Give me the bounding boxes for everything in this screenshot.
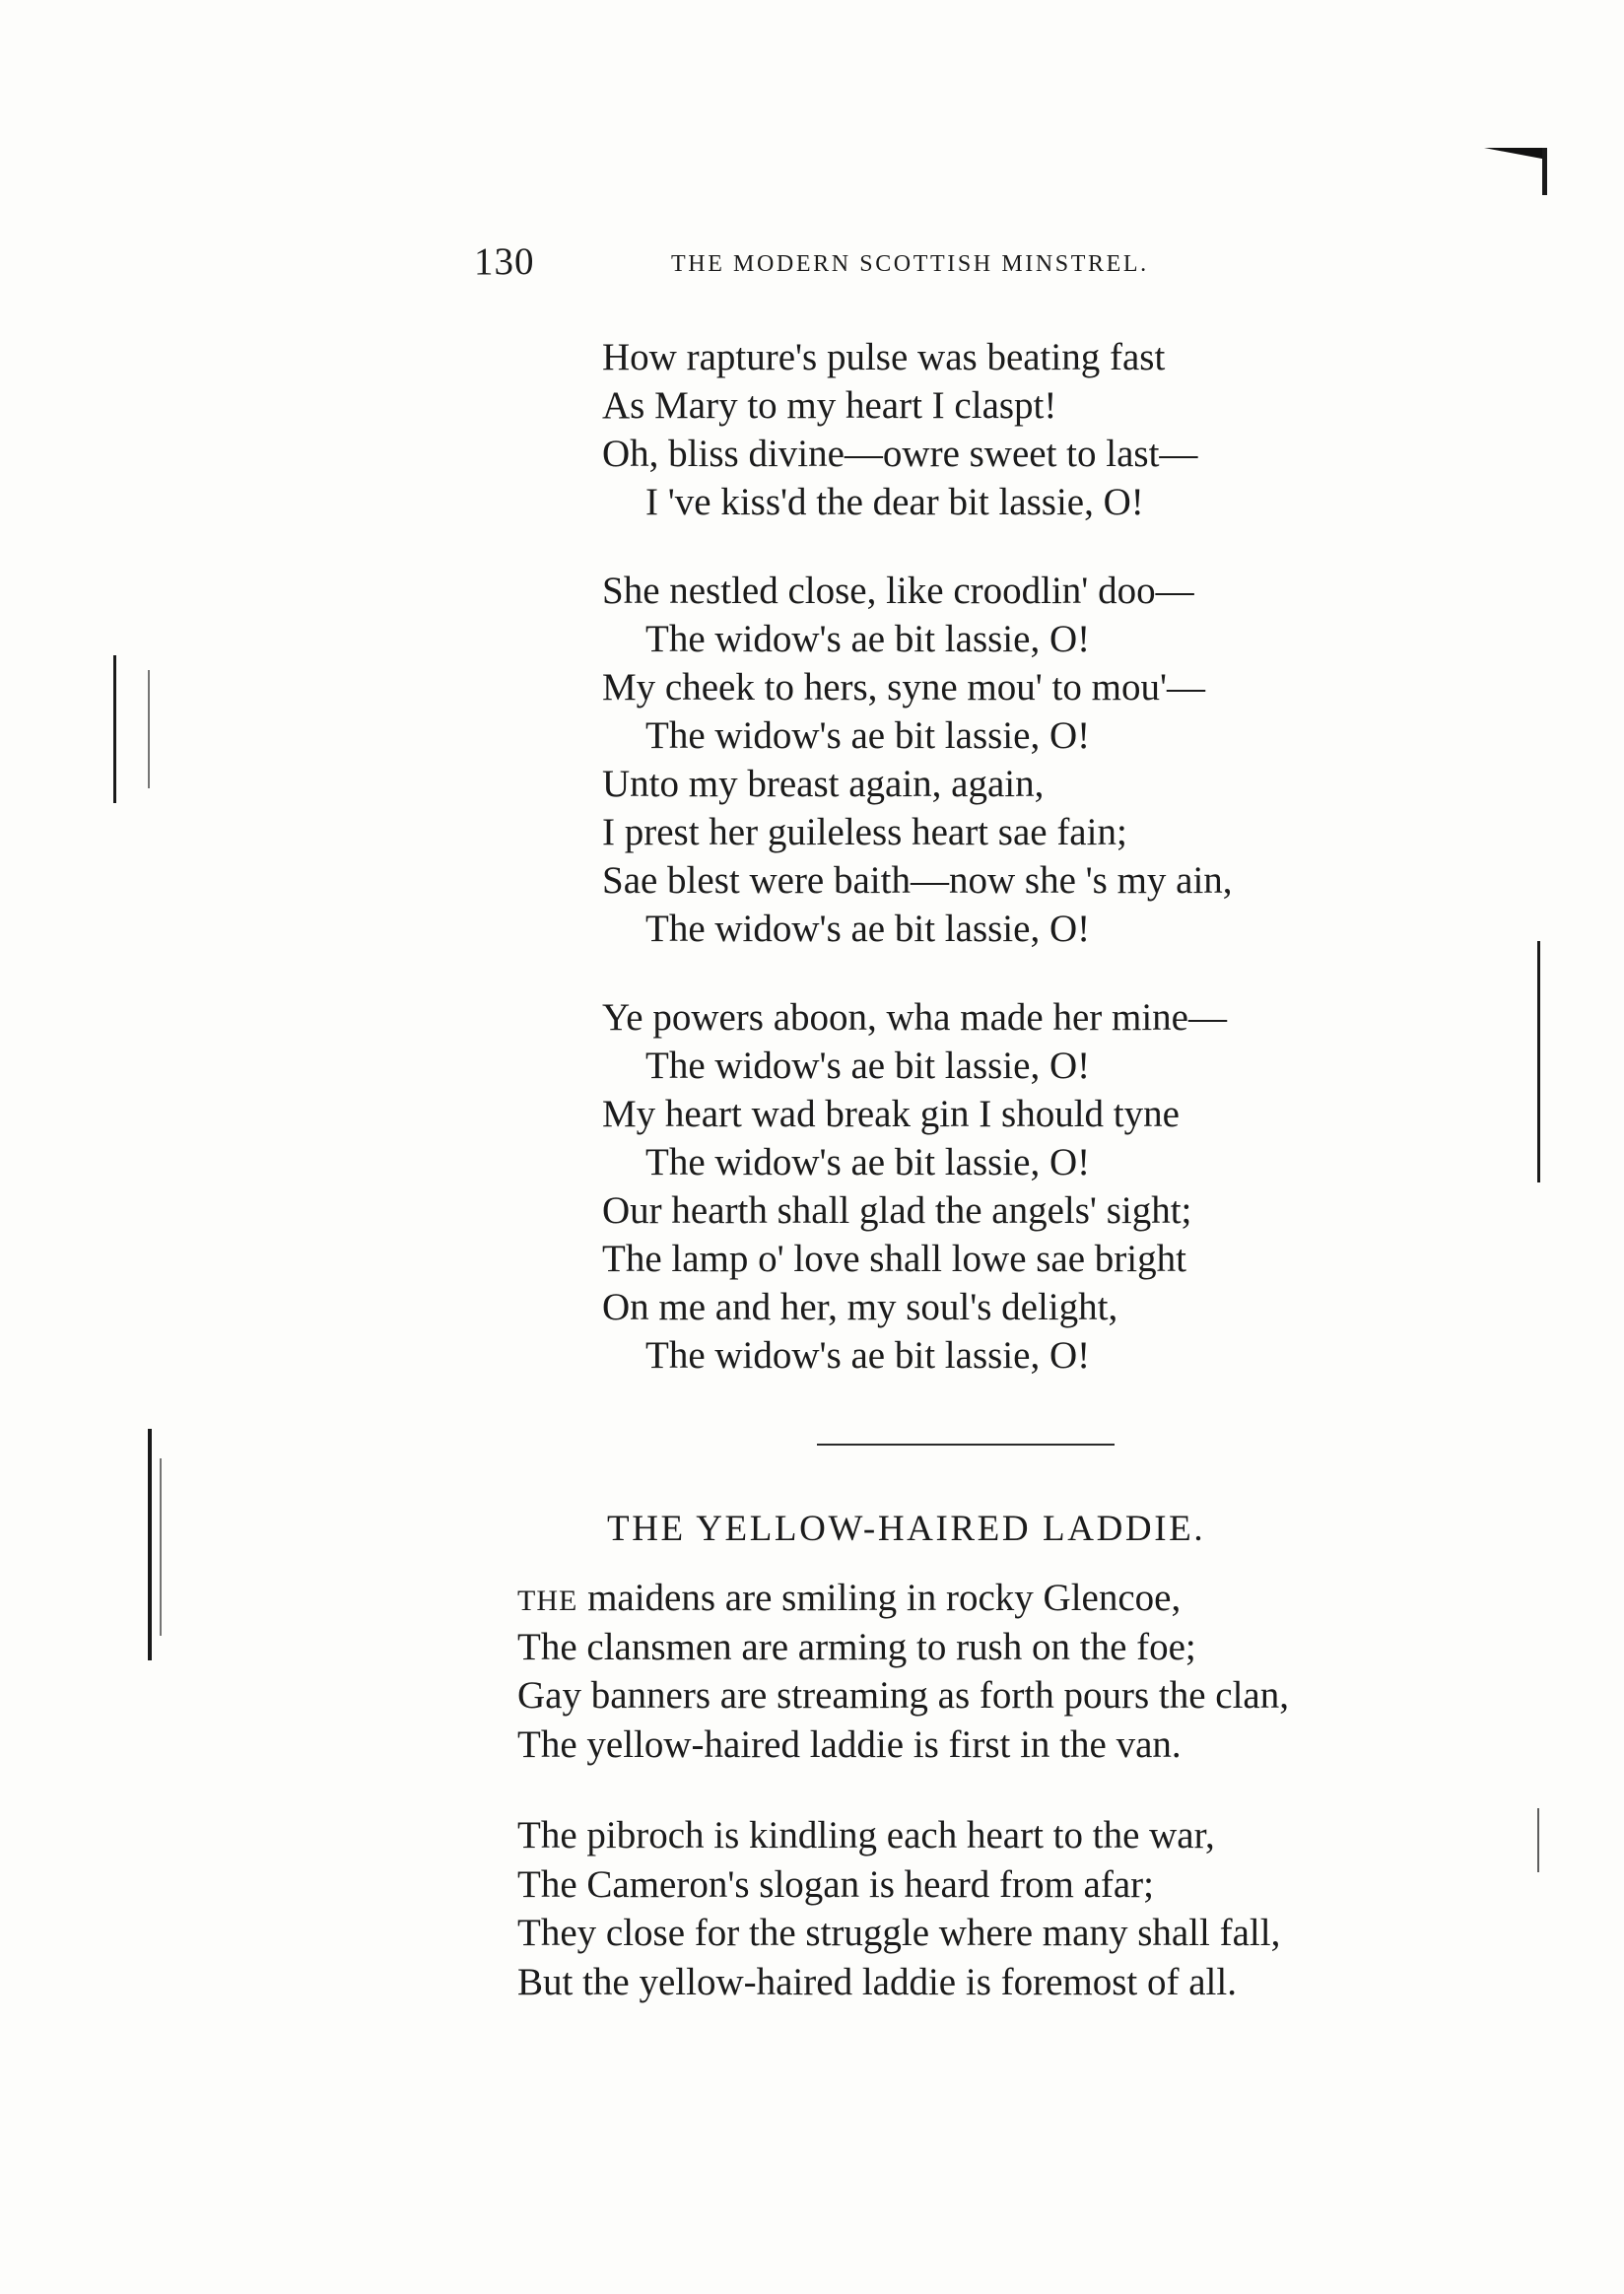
scan-edge-mark xyxy=(1542,148,1547,195)
poem-line: Ye powers aboon, wha made her mine— xyxy=(602,996,1227,1039)
poem-1-stanza-1 xyxy=(602,333,1197,526)
scan-margin-line xyxy=(148,1429,152,1660)
poem-line: Gay banners are streaming as forth pours the clan, xyxy=(517,1674,1289,1717)
poem-line: I prest her guileless heart sae fain; xyxy=(602,811,1127,853)
poem-line: But the yellow-haired laddie is foremost of all. xyxy=(517,1960,1237,2003)
poem-line: The lamp o' love shall lowe sae bright xyxy=(602,1238,1186,1280)
poem-line: My cheek to hers, syne mou' to mou'— xyxy=(602,666,1205,708)
poem-1-stanza-2 xyxy=(602,567,1233,953)
poem-1-stanza-3 xyxy=(602,993,1227,1380)
poem-2-stanza-1 xyxy=(517,1574,1289,1769)
poem-line: Sae blest were baith—now she 's my ain, xyxy=(602,859,1233,902)
scan-margin-line xyxy=(160,1458,162,1636)
poem-2-stanza-2 xyxy=(517,1811,1280,2006)
scan-margin-line xyxy=(1537,941,1540,1182)
poem-line: I 've kiss'd the dear bit lassie, O! xyxy=(645,481,1144,523)
running-title: THE MODERN SCOTTISH MINSTREL. xyxy=(671,251,1149,277)
poem-line: The widow's ae bit lassie, O! xyxy=(645,714,1091,757)
poem-line: Oh, bliss divine—owre sweet to last— xyxy=(602,433,1198,475)
scan-margin-line xyxy=(148,670,150,788)
poem-line: Unto my breast again, again, xyxy=(602,763,1045,805)
poem-line: As Mary to my heart I claspt! xyxy=(602,384,1057,427)
scan-corner-mark xyxy=(1484,148,1547,160)
poem-line: The widow's ae bit lassie, O! xyxy=(645,1045,1091,1087)
first-line-text: maidens are smiling in rocky Glencoe, xyxy=(577,1577,1182,1619)
poem-line: The yellow-haired laddie is first in the van. xyxy=(517,1722,1182,1766)
drop-word: THE xyxy=(517,1585,578,1617)
poem-line: The widow's ae bit lassie, O! xyxy=(645,1141,1091,1183)
section-divider xyxy=(817,1444,1115,1446)
scan-margin-line xyxy=(1537,1808,1539,1872)
page-number: 130 xyxy=(474,240,535,283)
poem-line: Our hearth shall glad the angels' sight; xyxy=(602,1189,1192,1232)
poem-line: She nestled close, like croodlin' doo— xyxy=(602,570,1194,612)
poem-line: On me and her, my soul's delight, xyxy=(602,1286,1118,1328)
poem-line: The widow's ae bit lassie, O! xyxy=(645,618,1091,660)
poem-line: The pibroch is kindling each heart to the war, xyxy=(517,1814,1215,1856)
poem-line: The widow's ae bit lassie, O! xyxy=(645,908,1091,950)
poem-title: THE YELLOW-HAIRED LADDIE. xyxy=(607,1509,1206,1549)
running-header xyxy=(474,239,1371,289)
poem-line: My heart wad break gin I should tyne xyxy=(602,1093,1180,1135)
poem-line: The widow's ae bit lassie, O! xyxy=(645,1334,1091,1377)
poem-line: They close for the struggle where many shall fall, xyxy=(517,1912,1281,1954)
poem-line: The clansmen are arming to rush on the foe; xyxy=(517,1625,1196,1668)
scan-margin-line xyxy=(113,655,116,803)
poem-line: How rapture's pulse was beating fast xyxy=(602,336,1166,378)
poem-line: The Cameron's slogan is heard from afar; xyxy=(517,1862,1154,1906)
poem-line xyxy=(517,1574,1289,1623)
